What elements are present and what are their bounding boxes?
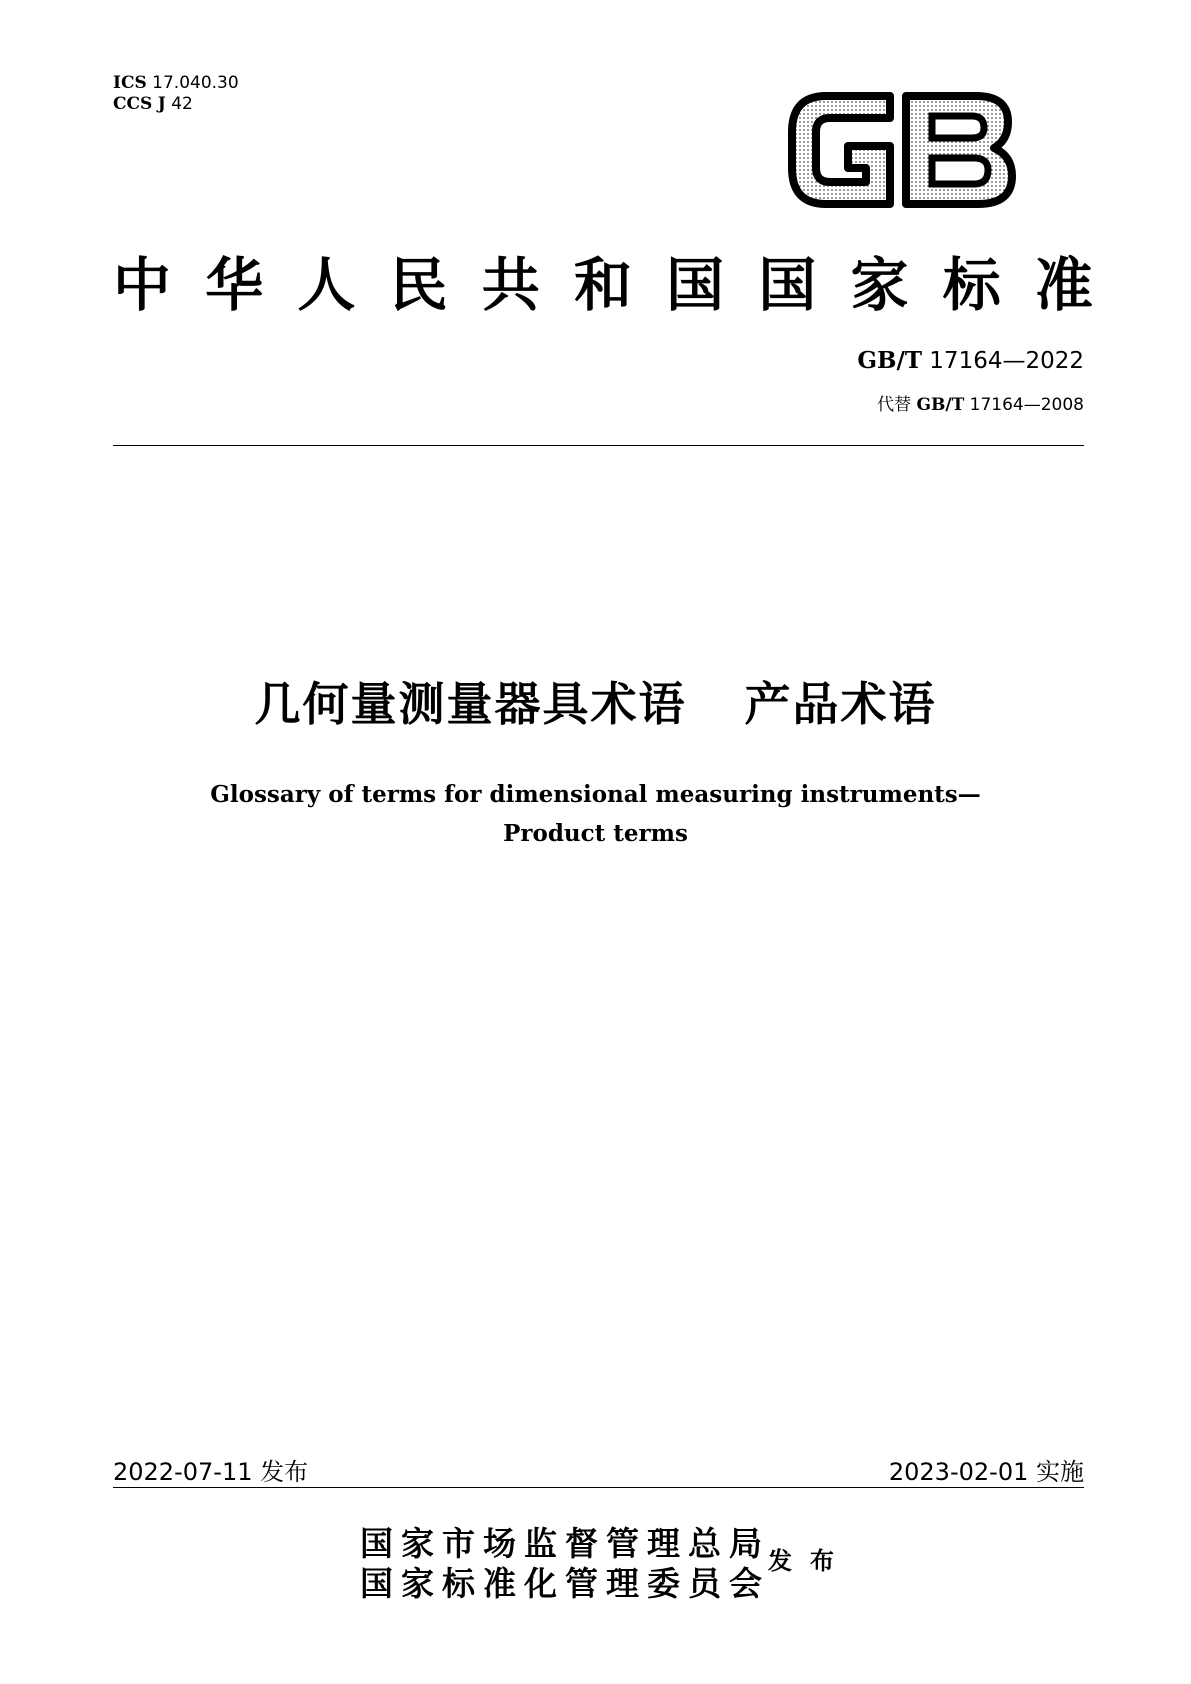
implementation-date-value: 2023-02-01: [888, 1458, 1029, 1486]
bottom-divider: [113, 1487, 1084, 1488]
national-title-char: 家: [850, 251, 909, 319]
document-title-en-line2: Product terms: [503, 820, 688, 847]
replaces-standard: [877, 390, 1084, 415]
implementation-date: [889, 1452, 1084, 1487]
national-title-char: 标: [942, 251, 1001, 319]
standard-number-prefix: GB/T: [857, 347, 922, 374]
document-title-en-line1: Glossary of terms for dimensional measuring instruments—: [210, 781, 981, 808]
ccs-label: CCS: [113, 94, 153, 114]
issue-date-value: 2022-07-11: [113, 1458, 253, 1486]
document-title-cn: [0, 668, 1191, 734]
replaces-label: 代替: [877, 395, 912, 415]
ccs-code: [113, 94, 193, 114]
issuer-sac: 国家标准化管理委员会: [360, 1564, 770, 1603]
national-title-char: 中: [113, 251, 172, 319]
replaces-number: 17164—2008: [969, 395, 1084, 415]
national-title-char: 准: [1034, 251, 1093, 319]
standard-number: [857, 347, 1084, 374]
national-title-char: 国: [666, 251, 725, 319]
national-title-char: 共: [481, 251, 540, 319]
gb-emblem-icon: [786, 88, 1018, 212]
title-cn-part2: 产品术语: [744, 677, 937, 731]
national-title-char: 国: [758, 251, 817, 319]
implementation-date-label: 实施: [1036, 1458, 1084, 1486]
ics-value: 17.040.30: [152, 73, 239, 93]
ics-label: ICS: [113, 73, 147, 93]
standard-number-value: 17164—2022: [929, 348, 1084, 374]
national-title-char: 华: [205, 251, 264, 319]
ics-code: [113, 73, 239, 93]
issuer-samr: 国家市场监督管理总局: [360, 1524, 770, 1563]
issue-date: [113, 1452, 308, 1487]
national-title-char: 和: [573, 251, 632, 319]
gb-logo-b: [906, 96, 1012, 204]
ccs-letter: J: [157, 94, 166, 114]
ccs-number: 42: [171, 94, 193, 114]
title-cn-part1: 几何量测量器具术语: [254, 677, 687, 731]
national-title-char: 人: [297, 251, 356, 319]
issued-by-label: 发布: [768, 1546, 852, 1575]
national-standard-title: [113, 250, 1093, 320]
gb-logo-g: [792, 96, 890, 204]
national-title-char: 民: [389, 251, 448, 319]
top-divider: [113, 445, 1084, 446]
replaces-prefix: GB/T: [916, 395, 965, 415]
issue-date-label: 发布: [260, 1458, 309, 1486]
